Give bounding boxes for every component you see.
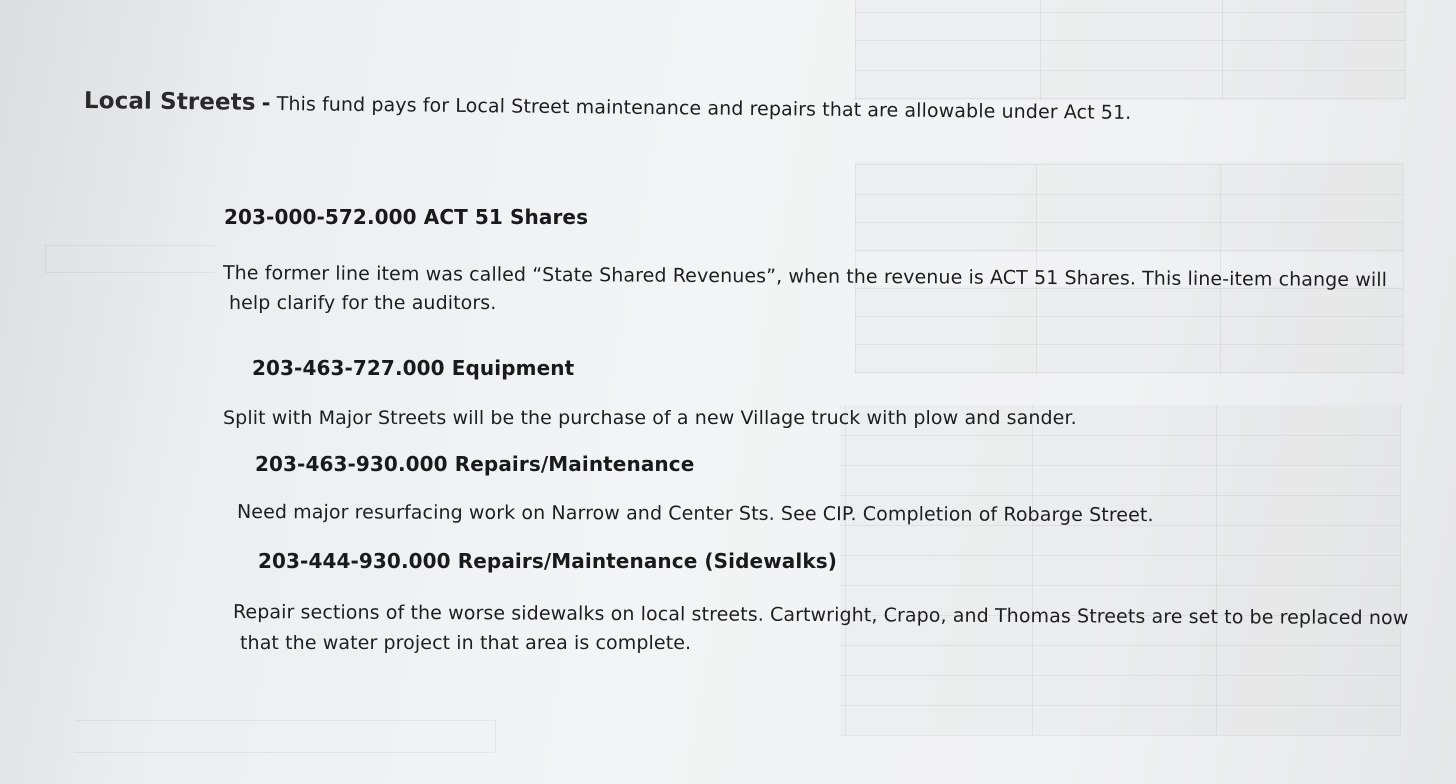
- line-item-heading-equipment: 203-463-727.000 Equipment: [252, 356, 575, 380]
- line-item-text-act51-2: help clarify for the auditors.: [229, 292, 497, 314]
- section-header: [84, 88, 1132, 125]
- line-item-text-act51-1: The former line item was called “State Shared Revenues”, when the revenue is ACT 51 Shares. This line-item change will: [222, 262, 1388, 292]
- line-item-text-repairs: Need major resurfacing work on Narrow and Center Sts. See CIP. Completion of Robarge Street.: [236, 501, 1154, 527]
- line-item-text-sidewalks-1: Repair sections of the worse sidewalks on local streets. Cartwright, Crapo, and Thomas Streets are set to be replaced now: [232, 601, 1409, 630]
- line-item-heading-sidewalks: 203-444-930.000 Repairs/Maintenance (Sidewalks): [258, 549, 837, 573]
- section-dash: -: [261, 90, 271, 115]
- section-title: Local Streets: [83, 88, 256, 116]
- line-item-heading-act51: 203-000-572.000 ACT 51 Shares: [224, 205, 589, 229]
- line-item-heading-repairs: 203-463-930.000 Repairs/Maintenance: [255, 452, 695, 476]
- section-description: This fund pays for Local Street maintenance and repairs that are allowable under Act 51.: [276, 93, 1132, 124]
- line-item-text-sidewalks-2: that the water project in that area is complete.: [240, 632, 692, 654]
- line-item-text-equipment: Split with Major Streets will be the purchase of a new Village truck with plow and sander.: [223, 407, 1077, 429]
